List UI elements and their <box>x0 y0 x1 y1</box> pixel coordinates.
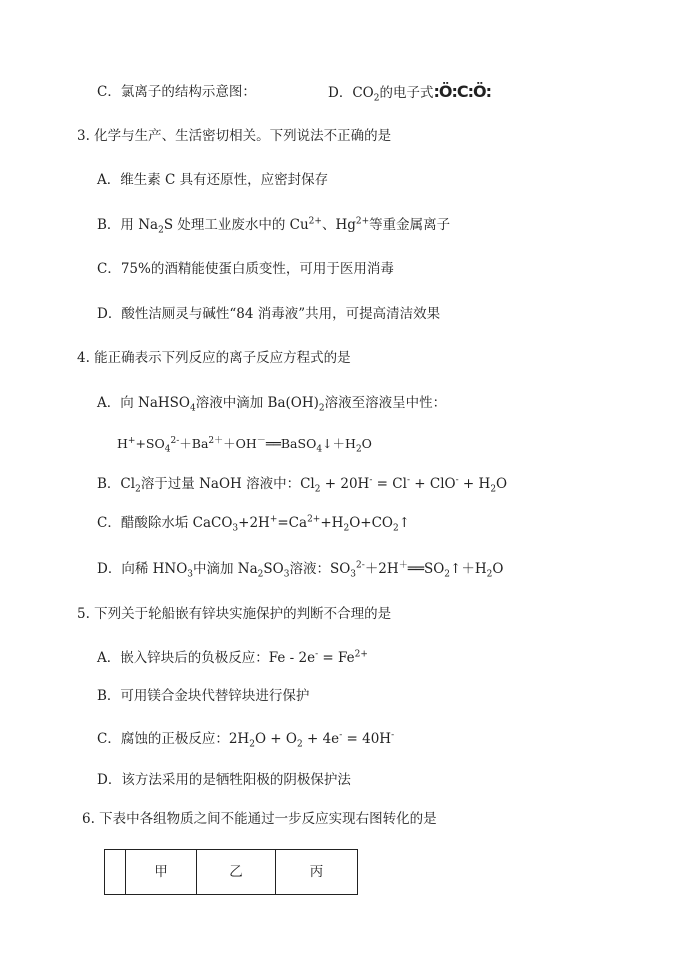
q4-option-b: B．$Cl_2$溶于过量 NaOH 溶液中：$Cl_2 + 20H^- = Cl^- + ClO^- + H_2O$ <box>97 475 508 495</box>
q4-option-a-equation: $H^++SO_4^{2-}+Ba^{2+}+OH^-══BaSO_4↓+H_2O$ <box>117 435 372 455</box>
q3-option-d: D．酸性洁厕灵与碱性“84 消毒液”共用，可提高清洁效果 <box>97 306 441 322</box>
q3-stem: 3. 化学与生产、生活密切相关。下列说法不正确的是 <box>77 128 392 144</box>
q5-option-b: B．可用镁合金块代替锌块进行保护 <box>97 688 310 704</box>
co2-electron-formula: :Ö:C:Ö: <box>433 82 492 101</box>
table-row <box>105 850 358 895</box>
q3-option-c: C．75%的酒精能使蛋白质变性，可用于医用消毒 <box>97 261 394 277</box>
q5-option-a: A．嵌入锌块后的负极反应：$Fe - 2e^- = Fe^{2+}$ <box>97 649 368 666</box>
q5-option-d: D．该方法采用的是牺牲阳极的阴极保护法 <box>97 772 351 788</box>
q2-option-d: D．$CO_2$的电子式:Ö:C:Ö: <box>328 82 492 104</box>
q4-stem: 4. 能正确表示下列反应的离子反应方程式的是 <box>77 350 351 366</box>
q3-option-a: A．维生素 C 具有还原性，应密封保存 <box>97 172 329 188</box>
q4-option-a: A．向 NaHSO$_4$溶液中滴加 $Ba(OH)_2$溶液至溶液呈中性： <box>97 395 447 414</box>
q5-stem: 5. 下列关于轮船嵌有锌块实施保护的判断不合理的是 <box>77 606 392 622</box>
q4-option-c: C．醋酸除水垢 $CaCO_3+2H^+=Ca^{2+}+H_2O+CO_2↑$ <box>97 514 411 534</box>
table-cell <box>105 850 126 895</box>
q4-option-d: D．向稀 $HNO_3$中滴加 $Na_2SO_3$溶液：$SO_3^{2-}+2H^+══SO_2↑+H_2O$ <box>97 560 504 580</box>
table-header-bing: 丙 <box>276 850 358 895</box>
table-header-yi: 乙 <box>197 850 276 895</box>
q6-stem: 6. 下表中各组物质之间不能通过一步反应实现右图转化的是 <box>82 811 437 827</box>
q2-option-c: C．氯离子的结构示意图： <box>97 84 256 100</box>
q6-table <box>104 849 358 895</box>
q3-option-b: B．用 $Na_2S$ 处理工业废水中的 $Cu^{2+}$、$Hg^{2+}$等重金属离子 <box>97 216 451 236</box>
q5-option-c: C．腐蚀的正极反应：$2H_2O + O_2 + 4e^- = 40H^-$ <box>97 730 395 750</box>
table-header-jia: 甲 <box>126 850 197 895</box>
